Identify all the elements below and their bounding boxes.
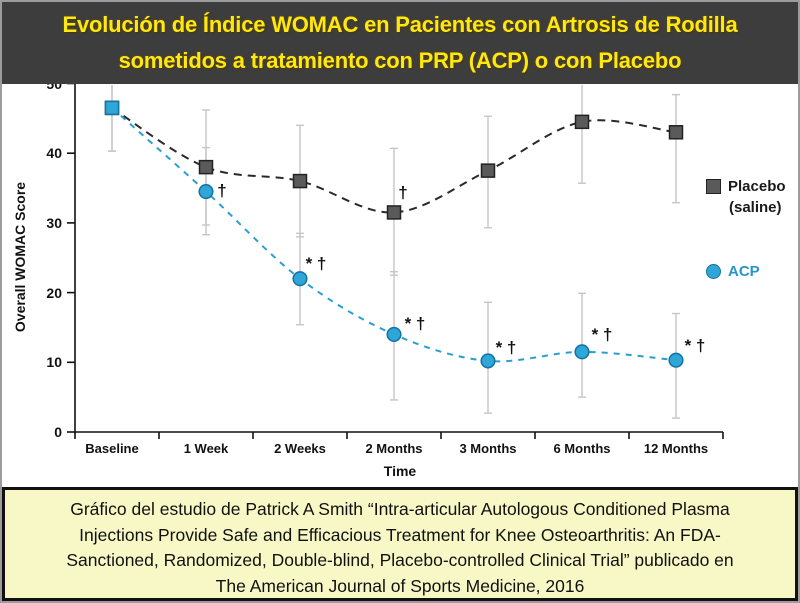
significance-annotation: † [217, 181, 227, 200]
x-tick-label: 1 Week [183, 441, 229, 456]
significance-annotation: † [398, 183, 408, 202]
x-tick-label: 2 Months [365, 441, 423, 456]
x-tick-label: 3 Months [459, 441, 517, 456]
x-tick-label: Baseline [85, 441, 139, 456]
x-tick-label: 12 Months [643, 441, 709, 456]
significance-annotation: * † [591, 325, 613, 344]
source-caption [2, 487, 798, 601]
legend [706, 176, 786, 282]
legend-label-acp: ACP [728, 263, 760, 280]
y-axis-title: Overall WOMAC Score [12, 181, 28, 333]
y-tick-label: 10 [46, 354, 62, 371]
caption-line: Gráfico del estudio de Patrick A Smith “Intra-articular Autologous Conditioned Plasma [70, 499, 730, 519]
caption-line: Sanctioned, Randomized, Double-blind, Placebo-controlled Clinical Trial” publicado en [66, 550, 734, 570]
legend-item-placebo [706, 176, 786, 218]
significance-annotation: * † [495, 338, 517, 357]
y-tick-label: 20 [46, 284, 62, 301]
placebo-marker-icon [706, 179, 721, 194]
y-tick-label: 0 [54, 424, 62, 440]
significance-annotation: * † [684, 336, 706, 355]
significance-annotation: * † [305, 254, 327, 273]
significance-annotation: * † [404, 314, 426, 333]
title-line-2: sometidos a tratamiento con PRP (ACP) o con Placebo [118, 48, 682, 73]
x-axis-title: Time [383, 463, 417, 479]
legend-label-placebo: Placebo [728, 178, 786, 195]
legend-label-saline: (saline) [729, 199, 782, 216]
x-tick-label: 2 Weeks [274, 441, 326, 456]
x-tick-label: 6 Months [553, 441, 611, 456]
title-banner [2, 2, 798, 84]
caption-line: The American Journal of Sports Medicine, 2016 [215, 575, 585, 596]
legend-item-acp [706, 261, 786, 282]
y-tick-label: 40 [46, 145, 62, 162]
y-tick-label: 30 [46, 214, 62, 231]
acp-marker-icon [706, 264, 721, 279]
title-line-1: Evolución de Índice WOMAC en Pacientes con Artrosis de Rodilla [62, 12, 738, 37]
caption-line: Injections Provide Safe and Efficacious Treatment for Knee Osteoarthritis: An FDA- [79, 524, 721, 545]
